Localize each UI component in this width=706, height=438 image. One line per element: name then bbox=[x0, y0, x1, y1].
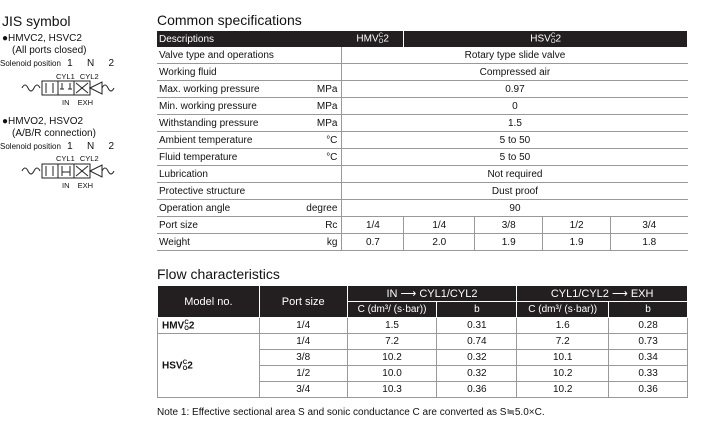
spec-row: Max. working pressure MPa 0.97 bbox=[157, 81, 688, 98]
flow-row-hsv: 1/2 10.0 0.32 10.2 0.33 bbox=[158, 366, 688, 382]
spec-row: Lubrication Not required bbox=[157, 166, 688, 183]
jis-block2-desc: (A/B/R connection) bbox=[12, 128, 96, 139]
valve-symbol-closed-icon bbox=[20, 77, 130, 99]
flow-header-b1: b bbox=[437, 302, 517, 318]
spec-row-weight: Weight kg 0.7 2.0 1.9 1.9 1.8 bbox=[157, 234, 688, 251]
spec-row: Working fluid Compressed air bbox=[157, 64, 688, 81]
specs-header-hmv: HMVC O2 bbox=[342, 31, 404, 47]
specs-title: Common specifications bbox=[157, 12, 302, 28]
spec-row-port-size: Port size Rc 1/4 1/4 3/8 1/2 3/4 bbox=[157, 217, 688, 234]
flow-row-hsv: 3/8 10.2 0.32 10.1 0.34 bbox=[158, 350, 688, 366]
spec-row: Ambient temperature °C 5 to 50 bbox=[157, 132, 688, 149]
arrow-right-icon: ⟶ bbox=[400, 288, 417, 300]
jis-title: JIS symbol bbox=[2, 13, 71, 29]
flow-header-in-cyl: IN ⟶ CYL1/CYL2 bbox=[347, 286, 517, 302]
jis-block2-port-labels: IN EXH bbox=[62, 181, 94, 190]
flow-model-hmv: HMVC O2 bbox=[158, 318, 260, 334]
arrow-right-icon: ⟶ bbox=[611, 288, 628, 300]
flow-row-hsv: HSVC O2 1/4 7.2 0.74 7.2 0.73 bbox=[158, 334, 688, 350]
jis-block1-cyl-labels: CYL1 CYL2 bbox=[56, 72, 99, 81]
flow-header-c2: C (dm³/ (s·bar)) bbox=[517, 302, 609, 318]
spec-row: Protective structure Dust proof bbox=[157, 183, 688, 200]
valve-symbol-open-icon bbox=[20, 160, 130, 182]
specs-table bbox=[157, 31, 688, 251]
spec-row: Operation angle degree 90 bbox=[157, 200, 688, 217]
flow-table bbox=[157, 285, 688, 398]
jis-block1-solenoid-label: Solenoid position 1 N 2 bbox=[0, 58, 114, 69]
jis-block2-models: ●HMVO2, HSVO2 bbox=[2, 116, 84, 127]
spec-row: Fluid temperature °C 5 to 50 bbox=[157, 149, 688, 166]
jis-block2-cyl-labels: CYL1 CYL2 bbox=[56, 154, 99, 163]
flow-title: Flow characteristics bbox=[157, 266, 280, 282]
flow-note: Note 1: Effective sectional area S and sonic conductance C are converted as S≒5.0×C. bbox=[157, 407, 545, 418]
flow-header-model: Model no. bbox=[158, 286, 260, 318]
spec-row: Min. working pressure MPa 0 bbox=[157, 98, 688, 115]
flow-header-c1: C (dm³/ (s·bar)) bbox=[347, 302, 437, 318]
jis-block1-models: ●HMVC2, HSVC2 bbox=[2, 33, 82, 44]
flow-header-cyl-exh: CYL1/CYL2 ⟶ EXH bbox=[517, 286, 688, 302]
specs-header-hsv: HSVC O2 bbox=[404, 31, 688, 47]
spec-row: Withstanding pressure MPa 1.5 bbox=[157, 115, 688, 132]
specs-header-descriptions: Descriptions bbox=[157, 31, 342, 47]
flow-header-b2: b bbox=[609, 302, 688, 318]
specs-header-row bbox=[157, 31, 688, 47]
flow-model-hsv: HSVC O2 bbox=[158, 334, 260, 398]
jis-block2-solenoid-label: Solenoid position 1 N 2 bbox=[0, 141, 114, 152]
flow-row-hsv: 3/4 10.3 0.36 10.2 0.36 bbox=[158, 382, 688, 398]
jis-block1-desc: (All ports closed) bbox=[12, 45, 87, 56]
jis-block1-port-labels: IN EXH bbox=[62, 98, 94, 107]
flow-header-port: Port size bbox=[259, 286, 347, 318]
spec-row: Valve type and operations Rotary type slide valve bbox=[157, 47, 688, 64]
flow-row-hmv: HMVC O2 1/4 1.5 0.31 1.6 0.28 bbox=[158, 318, 688, 334]
